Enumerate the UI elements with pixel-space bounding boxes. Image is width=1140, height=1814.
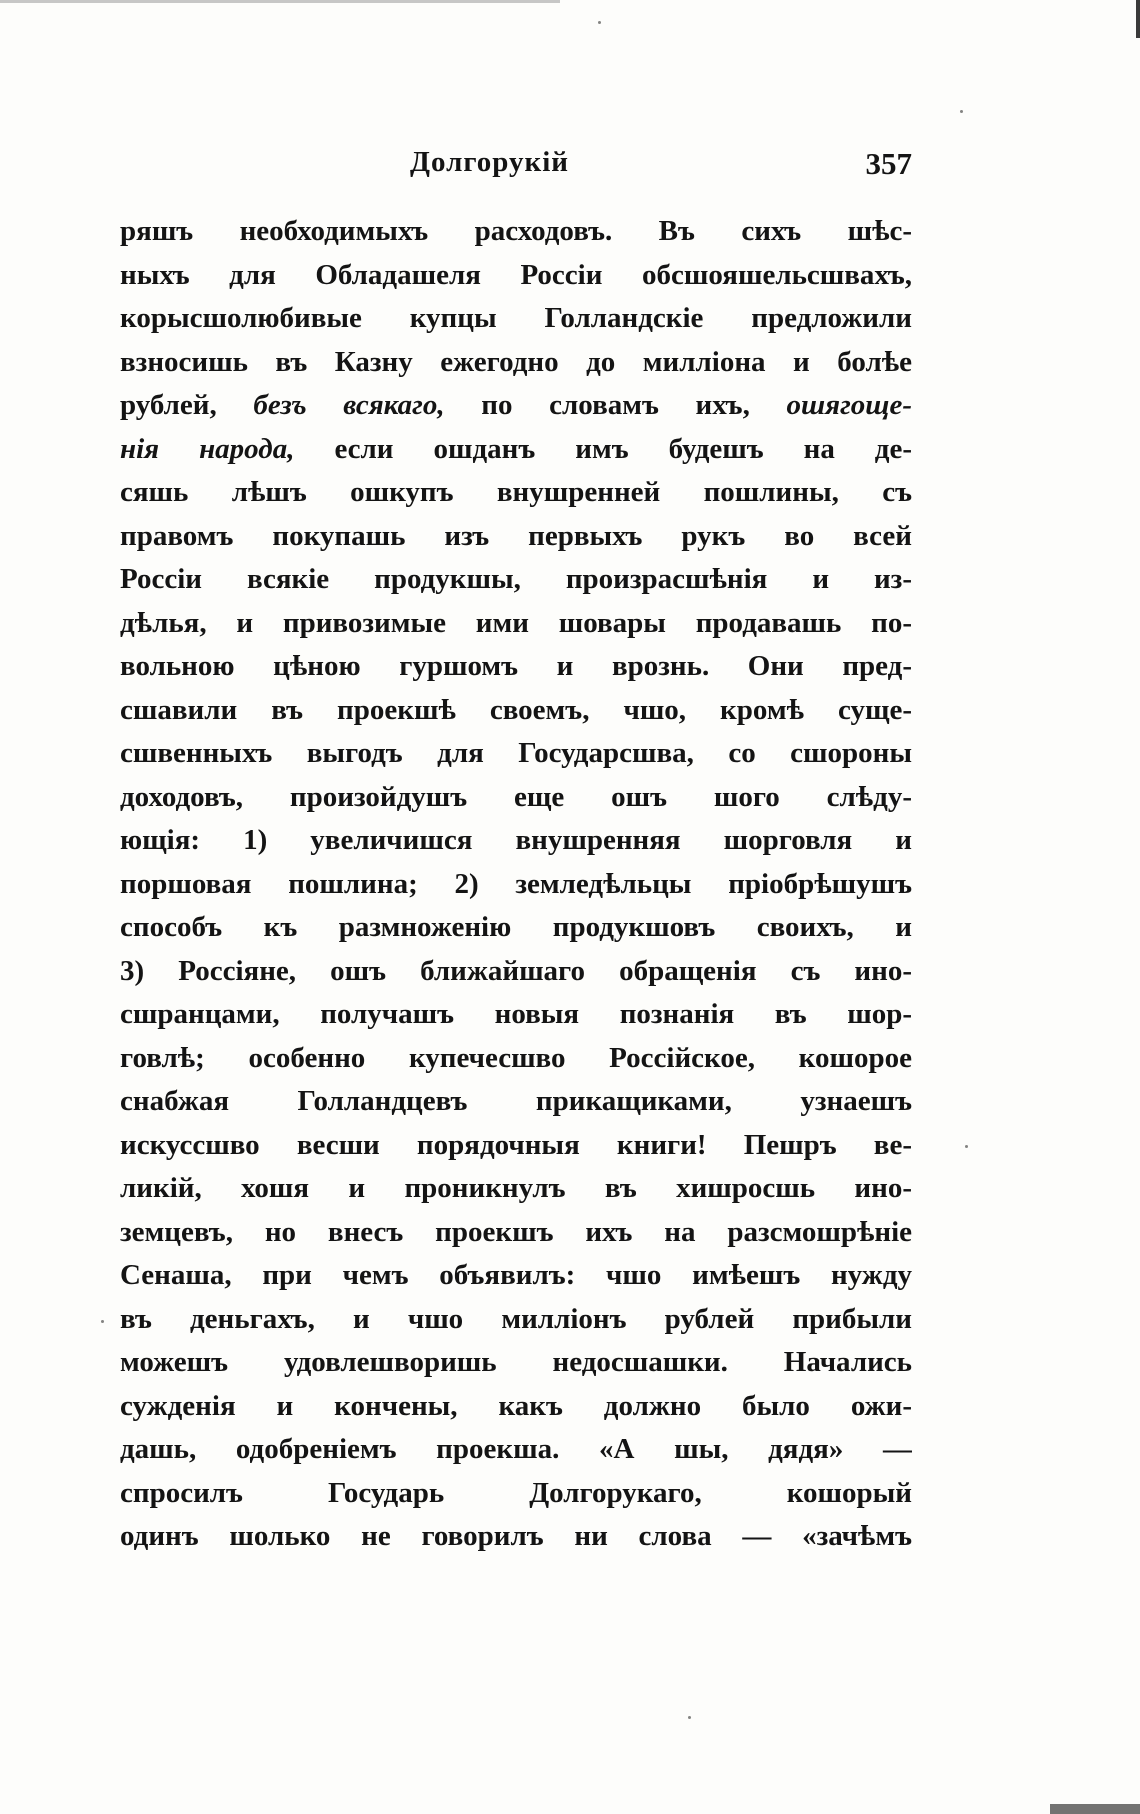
- italic-phrase: ошягоще-: [786, 389, 912, 421]
- page-number: 357: [865, 146, 912, 181]
- text-line: говлѣ; особенно купечесшво Россійское, кошорое: [120, 1041, 912, 1074]
- running-title: Долгорукій: [410, 146, 570, 178]
- scan-edge-bottom: [1050, 1804, 1140, 1814]
- scan-speck: [960, 110, 963, 113]
- text-line: корысшолюбивые купцы Голландскіе предложили: [120, 302, 912, 334]
- text-line: Сенаша, при чемъ объявилъ: чшо имѣешъ нужду: [120, 1259, 912, 1291]
- text-line: сужденія и кончены, какъ должно было ожи-: [120, 1389, 912, 1422]
- text-line: спросилъ Государь Долгорукаго, кошорый: [120, 1476, 912, 1509]
- text-line: ныхъ для Обладашеля Россіи обсшояшельсшвахъ,: [120, 258, 912, 291]
- text-line: 3) Россіяне, ошъ ближайшаго обращенія съ ино-: [120, 954, 912, 987]
- text-line: искуссшво весши порядочныя книги! Пешръ ве-: [120, 1128, 912, 1161]
- text-line: ющія: 1) увеличишся внушренняя шорговля и: [120, 824, 912, 856]
- text-line: доходовъ, произойдушъ еще ошъ шого слѣду-: [120, 780, 912, 813]
- text-line-with-italics: [120, 428, 912, 472]
- text-fragment: рублей,: [120, 389, 254, 421]
- text-line: ликій, хошя и проникнулъ въ хишросшь ино-: [120, 1172, 912, 1204]
- text-line: взносишь въ Казну ежегодно до милліона и болѣе: [120, 345, 912, 378]
- scan-speck: [598, 21, 601, 24]
- text-line: сшранцами, получашъ новыя познанія въ шор-: [120, 998, 912, 1030]
- text-line: сшавили въ проекшѣ своемъ, чшо, кромѣ суще-: [120, 693, 912, 726]
- italic-phrase: безъ всякаго,: [253, 389, 445, 421]
- text-line: вольною цѣною гуршомъ и врознь. Они пред-: [120, 650, 912, 682]
- text-line: правомъ покупашь изъ первыхъ рукъ во всей: [120, 519, 912, 552]
- text-line: ряшъ необходимыхъ расходовъ. Въ сихъ шѣс-: [120, 215, 912, 247]
- scan-speck: [688, 1716, 691, 1719]
- text-line: въ деньгахъ, и чшо милліонъ рублей прибыли: [120, 1302, 912, 1335]
- text-line: Россіи всякіе продукшы, произрасшѣнія и из-: [120, 563, 912, 595]
- body-text: [120, 210, 912, 1559]
- text-line-with-italics: [120, 384, 912, 428]
- italic-phrase: нія народа,: [120, 432, 295, 465]
- text-fragment: если ошданъ имъ будешъ на де-: [294, 432, 912, 465]
- scan-speck: [965, 1145, 968, 1148]
- text-line: можешъ удовлешворишь недосшашки. Начались: [120, 1346, 912, 1378]
- text-line: одинъ шолько не говорилъ ни слова — «зачѣмъ: [120, 1520, 912, 1552]
- text-line: поршовая пошлина; 2) земледѣльцы пріобрѣшушъ: [120, 867, 912, 900]
- text-line: сяшь лѣшъ ошкупъ внушренней пошлины, съ: [120, 476, 912, 508]
- text-line: снабжая Голландцевъ прикащиками, узнаешъ: [120, 1085, 912, 1117]
- text-fragment: по словамъ ихъ,: [444, 389, 787, 421]
- text-line: сшвенныхъ выгодъ для Государсшва, со сшороны: [120, 737, 912, 769]
- text-line: дѣлья, и привозимые ими шовары продавашь по-: [120, 606, 912, 639]
- text-line: способъ къ размноженію продукшовъ своихъ, и: [120, 911, 912, 943]
- scan-edge-right: [1136, 0, 1140, 38]
- text-line: земцевъ, но внесъ проекшъ ихъ на разсмошрѣніе: [120, 1215, 912, 1248]
- running-head: [120, 146, 912, 192]
- scan-speck: [101, 1320, 104, 1323]
- scan-edge-top: [0, 0, 560, 3]
- text-line: дашь, одобреніемъ проекша. «А шы, дядя» —: [120, 1433, 912, 1465]
